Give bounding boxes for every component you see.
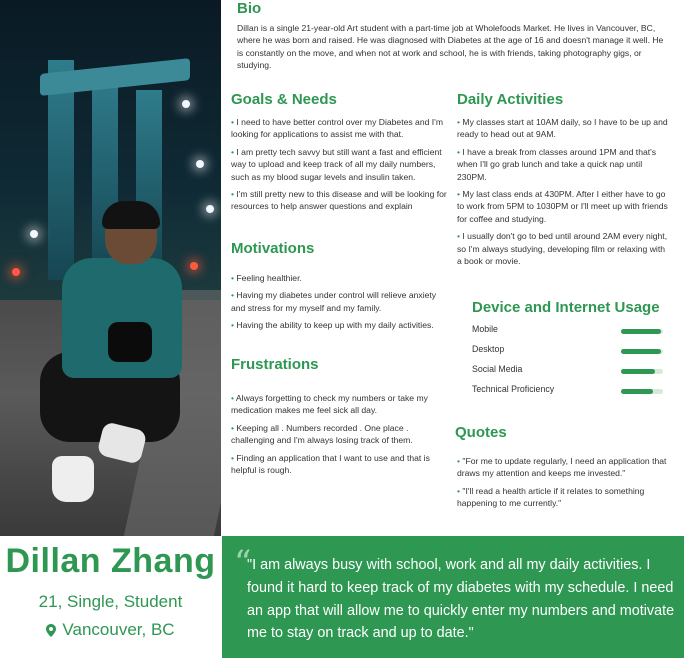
list-item: • Having the ability to keep up with my daily activities.: [231, 320, 434, 331]
goals-heading: Goals & Needs: [231, 91, 337, 108]
device-usage-label: Social Media: [472, 364, 523, 374]
list-item: • I need to have better control over my Diabetes and I'm looking for applications to assist me with that.: [231, 117, 443, 140]
list-item: • I am pretty tech savvy but still want a fast and efficient way to upload and keep track of all my daily numbers, such as my blood sugar levels and insulin taken.: [231, 146, 442, 182]
list-item: • Finding an application that I want to use and that is helpful is rough.: [231, 452, 430, 476]
device-usage-label: Mobile: [472, 324, 498, 334]
usage-bar-fill: [621, 369, 655, 374]
device-usage-row: [472, 344, 667, 358]
daily-list: [457, 116, 671, 272]
persona-name: Dillan Zhang: [5, 542, 216, 580]
quote-banner: [222, 536, 684, 658]
quotes-heading: Quotes: [455, 424, 507, 441]
name-card: [0, 536, 221, 658]
motivations-list: [231, 272, 449, 337]
list-item: • My last class ends at 430PM. After I either have to go to work from 5PM to 1030PM or I'll meet up with friends for coffee and studying.: [457, 189, 668, 224]
device-usage-row: [472, 384, 667, 398]
device-usage-label: Technical Proficiency: [472, 384, 555, 394]
street-light: [206, 205, 214, 213]
persona-location: [0, 620, 221, 640]
list-item: • "I'll read a health article if it relates to something happening to me currently.": [457, 485, 645, 509]
device-usage-row: [472, 324, 667, 338]
usage-bar-fill: [621, 349, 661, 354]
usage-bar-track: [621, 349, 663, 354]
usage-bar-fill: [621, 329, 661, 334]
camera-icon: [108, 322, 152, 362]
list-item: • I have a break from classes around 1PM and that's when I'll go grab lunch and take a quick nap until 230PM.: [457, 146, 657, 182]
device-heading: Device and Internet Usage: [472, 299, 660, 316]
frustrations-heading: Frustrations: [231, 356, 319, 373]
list-item: • Having my diabetes under control will relieve anxiety and stress for my myself and my family.: [231, 290, 437, 313]
usage-bar-track: [621, 369, 663, 374]
list-item: • My classes start at 10AM daily, so I have to be up and ready to head out at 9AM.: [457, 117, 668, 140]
usage-bar-track: [621, 389, 663, 394]
usage-bar-fill: [621, 389, 653, 394]
tail-light: [12, 268, 20, 276]
list-item: • I usually don't go to bed until around 2AM every night, so I'm always studying, developing film or relaxing with a book or movie.: [457, 231, 668, 267]
device-usage-row: [472, 364, 667, 378]
daily-heading: Daily Activities: [457, 91, 564, 108]
list-item: • "For me to update regularly, I need an application that draws my attention and keeps me invested.": [457, 456, 667, 479]
tail-light: [190, 262, 198, 270]
list-item: • Feeling healthier.: [231, 273, 302, 283]
goals-list: [231, 116, 449, 218]
list-item: • Keeping all . Numbers recorded . One place . challenging and I'm always losing track of them.: [231, 422, 413, 446]
banner-quote-text: "I am always busy with school, work and all my daily activities. I found it hard to keep track of my diabetes with my schedule. I need an app that will allow me to quickly enter my numbers and motivate me to stay on track and up to date.": [247, 557, 675, 642]
bio-text: Dillan is a single 21-year-old Art student with a part-time job at Wholefoods Market. He lives in Vancouver, BC, where he was born and raised. He was diagnosed with Diabetes at the age of 16 and doesn't manage it well. He is constantly on the move, and when not at work and school, he is with friends, taking photography gigs, or studying.: [237, 23, 664, 71]
device-usage-label: Desktop: [472, 344, 505, 354]
frustrations-list: [231, 392, 449, 481]
street-light: [196, 160, 204, 168]
quotes-list: [457, 455, 671, 515]
list-item: • Always forgetting to check my numbers or take my medication makes me feel sick all day.: [231, 393, 428, 416]
street-light: [182, 100, 190, 108]
persona-photo: [0, 0, 221, 536]
list-item: • I'm still pretty new to this disease and will be looking for resources to help answer questions and explain: [231, 189, 447, 212]
location-text: Vancouver, BC: [62, 620, 175, 639]
street-light: [30, 230, 38, 238]
usage-bar-track: [621, 329, 663, 334]
quote-mark-icon: “: [234, 543, 252, 583]
persona-details: 21, Single, Student: [38, 592, 183, 611]
motivations-heading: Motivations: [231, 240, 315, 257]
map-pin-icon: [46, 624, 56, 637]
bio-heading: Bio: [237, 0, 262, 17]
